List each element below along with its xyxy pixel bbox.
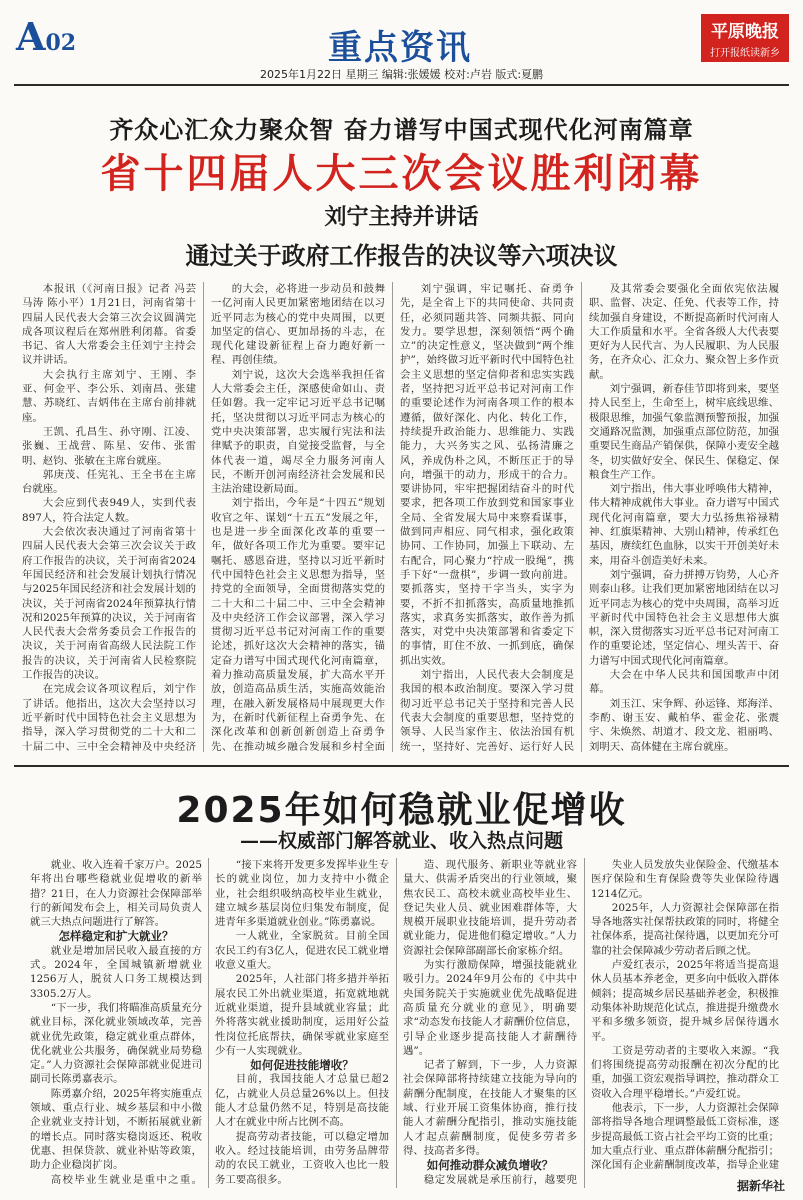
column-divider: [203, 282, 204, 752]
paragraph: 大会执行主席刘宁、王刚、李亚、何金平、李公乐、刘南昌、张建慧、苏晓红、吉炳伟在主席台前排就座。: [22, 368, 196, 424]
column-divider: [396, 858, 397, 1188]
column-divider: [392, 282, 393, 752]
story2-subhead: ——权威部门解答就业、收入热点问题: [239, 830, 563, 852]
paragraph: 就业是增加居民收入最直接的方式。2024年，全国城镇新增就业1256万人，脱贫人口务工规模达到3305.2万人。: [30, 944, 202, 1000]
paragraph: 2025年，人社部门将多措并举拓展农民工外出就业渠道，拓宽就地就近就业渠道，提升县域就业容量；此外将落实就业援助制度，运用好公益性岗位托底帮扶，确保零就业家庭至少有一人实现就业。: [215, 973, 389, 1057]
paragraph: 造、现代服务、新职业等就业容量大、供需矛盾突出的行业领域，聚焦农民工、高校未就业高校毕业生、登记失业人员、就业困难群体等，大规模开展职业技能培训，提升劳动者就业能力，促进他们稳定增收。”人力资源社会保障部副部长俞家栋介绍。: [403, 859, 577, 957]
paragraph: 失业人员发放失业保险金、代缴基本医疗保险和生育保险费等失业保险待遇1214亿元。: [591, 859, 779, 900]
paragraph: 的大会，必将进一步动员和鼓舞一亿河南人民更加紧密地团结在以习近平同志为核心的党中央周围，以更加坚定的信心、更加昂扬的斗志，在现代化建设新征程上奋力跑好新一程、再创佳绩。: [211, 283, 385, 367]
story1-headline: 省十四届人大三次会议胜利闭幕: [100, 151, 703, 197]
column-divider: [581, 282, 582, 752]
story-divider: [14, 765, 789, 767]
question-heading: 怎样稳定和扩大就业？: [58, 929, 174, 944]
question-heading: 如何推动群众减负增收？: [426, 1158, 554, 1173]
logo-slogan: 打开报纸读新乡: [710, 48, 780, 59]
paragraph: 提高劳动者技能，可以稳定增加收入。经过技能培训，由劳务品牌带动的农民工就业，工资收入也比一般务工要高很多。: [215, 1130, 389, 1186]
paragraph: 王凯、孔昌生、孙守刚、江凌、张巍、王战营、陈星、安伟、张雷明、赵钧、张敏在主席台就座。: [22, 425, 196, 467]
story1-subhead1: 刘宁主持并讲话: [324, 204, 479, 230]
paragraph: 刘宁强调，新春佳节即将到来，要坚持人民至上，生命至上，树牢底线思维、极限思维，加强气象监测预警预报，加强交通路况监测，加强重点部位防范，加强重要民生商品产销保供，保障小麦安全越冬，切实做好安全、保民生、保稳定、保粮食生产工作。: [589, 383, 779, 481]
story2-column-3: [403, 858, 577, 1188]
column-divider: [208, 858, 209, 1188]
story2-credit: 据新华社: [736, 1179, 785, 1193]
paragraph: 稳定发展就是承压前行，越要兜: [423, 1173, 577, 1186]
section-title-text: 重点资讯: [328, 28, 472, 68]
paragraph: 就业、收入连着千家万户。2025年将出台哪些稳就业促增收的新举措？21日，在人力资源社会保障部举行的新闻发布会上，相关司局负责人就三大热点问题进行了解答。: [30, 859, 202, 929]
paragraph: 高校毕业生就业是重中之重。: [50, 1173, 202, 1186]
story1-subhead2: 通过关于政府工作报告的决议等六项决议: [185, 241, 618, 270]
paragraph: 刘宁指出，人民代表大会制度是我国的根本政治制度。要深入学习贯彻习近平总书记关于坚持和完善人民代表大会制度的重要思想，坚持党的领导、人民当家作主、依法治国有机统一，坚持好、完善好、运行好人民: [400, 669, 574, 752]
paragraph: 工资是劳动者的主要收入来源。“我们将围绕提高劳动报酬在初次分配的比重，加强工资宏观指导调控，推动群众工资收入合理平稳增长。”卢爱红说。: [591, 1044, 779, 1100]
story2-column-2: [215, 858, 389, 1188]
paragraph: 刘宁说，这次大会选举我担任省人大常委会主任，深感使命如山、责任如磐。我一定牢记习近平总书记嘱托，坚决贯彻以习近平同志为核心的党中央决策部署，忠实履行宪法和法律赋予的职责，自觉接受监督，与全体代表一道，竭尽全力服务河南人民，不断开创河南经济社会发展和民主法治建设新局面。: [211, 368, 385, 496]
paragraph: 大会应到代表949人，实到代表897人，符合法定人数。: [22, 497, 196, 524]
paragraph: 刘玉江、宋争辉、孙运锋、郑海洋、李酌、谢玉安、戴柏华、霍金花、张震宇、朱焕然、胡道才、段文龙、祖丽鸣、刘明天、高体健在主席台就座。: [589, 697, 779, 752]
paragraph: 为实行激励保障，增强技能就业吸引力。2024年9月公布的《中共中央国务院关于实施就业优先战略促进高质量充分就业的意见》，明确要求“动态发布技能人才薪酬价位信息，引导企业逐步提高技能人才薪酬待遇”。: [403, 959, 577, 1057]
story1-column-1: [22, 282, 196, 752]
section-title: [300, 20, 500, 69]
story1-column-2: [211, 282, 385, 752]
column-divider: [584, 858, 585, 1188]
paragraph: 刘宁强调，牢记嘱托、奋勇争先，是全省上下的共同使命、共同责任，必须同题共答、同频共振、同向发力。要学思想，深刻领悟“两个确立”的决定性意义，坚决做到“两个维护”，始终做习近平新时代中国特色社会主义思想的坚定信仰者和忠实实践者，坚持把习近平总书记对河南工作的重要论述作为河南各项工作的根本遵循，做好深化、内化、转化工作，持续提升政治能力、思维能力、实践能力，大兴务实之风、弘扬清廉之风，养成伪朴之风，不断压正于的导向，增强干的动力，形成干的合力。要讲协同，牢牢把握团结奋斗的时代要求，把各项工作放到党和国家事业全局、全省发展大局中来察看谋事，做到同声相应、同气相求，强化政策协同、工作协同，加强上下联动、左右配合，同心聚力“拧成一股绳”，携手下好“一盘棋”，步调一致向前进。要抓落实，坚持干字当头，实字为要，不折不扣抓落实，高质量地推抓落实，求真务实抓落实，敢作善为抓落实，对党中央决策部署和省委定下的事情，盯住不放、一抓到底，确保抓出实效。: [400, 283, 574, 667]
paragraph: 及其常委会要强化全面依宪依法履职、监督、决定、任免、代表等工作，持续加强自身建设，不断提高新时代河南人大工作质量和水平。全省各级人大代表要更好为人民代言、为人民履职、为人民服务，在齐众心、汇众力、聚众智上多作贡献。: [589, 283, 779, 381]
paragraph: 记者了解到，下一步，人力资源社会保障部将持续建立技能为导向的薪酬分配制度，在技能人才聚集的区域、行业开展工资集体协商，推行技能人才薪酬分配指引，推动实施技能人才起点薪酬制度，促使多劳者多得、技高者多得。: [403, 1059, 577, 1157]
question-heading: 如何促进技能增收？: [250, 1058, 354, 1073]
page-digits: 02: [45, 30, 77, 56]
page-letter: A: [16, 14, 46, 59]
story2-column-4: [591, 858, 779, 1173]
paragraph: 大会依次表决通过了河南省第十四届人民代表大会第三次会议关于政府工作报告的决议，关于河南省2024年国民经济和社会发展计划执行情况与2025年国民经济和社会发展计划的决议，关于河南省2024年预算执行情况和2025年预算的决议，关于河南省人民代表大会常务委员会工作报告的决议，关于河南省高级人民法院工作报告的决议，关于河南省人民检察院工作报告的决议。: [22, 526, 196, 682]
paragraph: 陈勇嘉介绍，2025年将实施重点领域、重点行业、城乡基层和中小微企业就业支持计划，不断拓展就业新的增长点。同时落实稳岗返还、税收优惠、担保贷款、就业补贴等政策，助力企业稳岗扩岗。: [30, 1087, 202, 1172]
paragraph: [215, 1187, 389, 1188]
paragraph: “下一步，我们将瞄准高质量充分就业目标，深化就业领域改革，完善就业优先政策，稳定就业重点群体，优化就业公共服务，确保就业局势稳定。”人力资源社会保障部就业促进司副司长陈勇嘉表示。: [30, 1001, 202, 1086]
story2-column-1: [30, 858, 202, 1188]
story2-headline: 2025年如何稳就业促增收: [176, 790, 627, 831]
paragraph: 本报讯（《河南日报》记者 冯芸 马涛 陈小平）1月21日，河南省第十四届人民代表大会第三次会议圆满完成各项议程后在郑州胜利闭幕。省委书记、省人大常委会主任刘宁主持会议并讲话。: [22, 283, 196, 367]
paragraph: 刘宁指出，今年是“十四五”规划收官之年、谋划“十五五”发展之年，也是进一步全面深化改革的重要一年，做好各项工作尤为重要。要牢记嘱托、感恩奋进，坚持以习近平新时代中国特色社会主义思想为指导，坚持党的全面领导，全面贯彻落实党的二十大和二十届二中、三中全会精神及中央经济工作会议部署，深入学习贯彻习近平总书记对河南工作的重要论述，抓好这次大会精神的落实，锚定奋力谱写中国式现代化河南篇章，着力推动高质量发展，扩大高水平开放，创造高品质生活，实施高效能治理，在融入新发展格局中展现更大作为，在新时代新征程上奋勇争先、在深化改革和创新创新创造上奋勇争先、在推动城乡融合发展和乡村全面: [211, 497, 385, 752]
logo-name: 平原晚报: [711, 22, 779, 42]
paragraph: 2025年，人力资源社会保障部在指导各地落实社保帮扶政策的同时，将健全社保体系，提高社保待遇，以更加充分可靠的社会保障减少劳动者后顾之忧。: [591, 901, 779, 957]
story1-column-4: [589, 282, 779, 752]
paragraph: 刘宁指出，伟大事业呼唤伟大精神，伟大精神成就伟大事业。奋力谱写中国式现代化河南篇章，要大力弘扬焦裕禄精神、红旗渠精神、大别山精神，传承红色基因，赓续红色血脉，以实干开创美好未来，用奋斗创造美好未来。: [589, 483, 779, 567]
paragraph: 在完成会议各项议程后，刘宁作了讲话。他指出，这次大会坚持以习近平新时代中国特色社会主义思想为指导，深入学习贯彻党的二十大和二十届二中、三中全会精神及中央经济: [22, 683, 196, 752]
newspaper-logo: [701, 14, 789, 62]
paragraph: 他表示，下一步，人力资源社会保障部将指导各地合理调整最低工资标准，逐步提高最低工资占社会平均工资的比重；加大重点行业、重点群体薪酬分配指引；深化国有企业薪酬制度改革，指导企业建: [591, 1102, 779, 1172]
story1-kicker: 齐众心汇众力聚众智 奋力谱写中国式现代化河南篇章: [109, 115, 694, 144]
paragraph: 大会在中华人民共和国国歌声中闭幕。: [589, 669, 779, 696]
paragraph: “接下来将开发更多发挥毕业生专长的就业岗位，加力支持中小微企业，社会组织吸纳高校毕业生就业，建立城乡基层岗位归集发布制度，促进青年多渠道就业创业。”陈勇嘉说。: [215, 859, 389, 929]
paragraph: 一人就业，全家脱贫。目前全国农民工约有3亿人，促进农民工就业增收意义重大。: [215, 930, 389, 972]
paragraph: 卢爱红表示，2025年将适当提高退休人员基本养老金，更多向中低收入群体倾斜；提高城乡居民基础养老金，积极推动集体补助规范化试点，推进提升缴费水平和多缴多领资，提升城乡居保待遇水平。: [591, 959, 779, 1043]
date-line: 2025年1月22日 星期三 编辑:张媛媛 校对:卢岩 版式:夏鹏: [259, 68, 544, 81]
paragraph: 郭庚茂、任宪礼、王全书在主席台就座。: [22, 468, 196, 496]
page-number: [16, 14, 77, 59]
top-divider: [14, 84, 789, 86]
paragraph: 目前，我国技能人才总量已超2亿，占就业人员总量26%以上。但技能人才总量仍然不足，特别是高技能人才在就业中所占比例不高。: [215, 1073, 389, 1129]
story1-column-3: [400, 282, 574, 752]
paragraph: 刘宁强调，奋力拼搏万钧势，人心齐则泰山移。让我们更加紧密地团结在以习近平同志为核心的党中央周围，高举习近平新时代中国特色社会主义思想伟大旗帜，深入贯彻落实习近平总书记对河南工作的重要论述，坚定信心、埋头苦干、奋力谱写中国式现代化河南篇章。: [589, 568, 779, 667]
